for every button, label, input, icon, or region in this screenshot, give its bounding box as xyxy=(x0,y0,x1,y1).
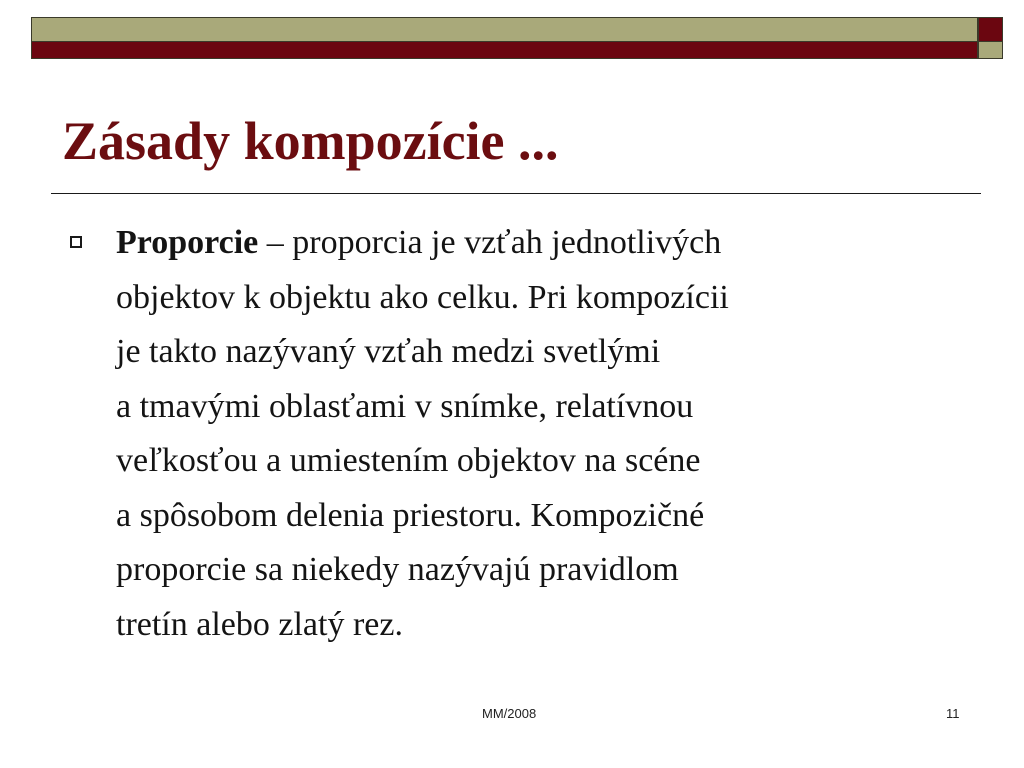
header-olive-square xyxy=(978,42,1003,59)
slide-title: Zásady kompozície ... xyxy=(62,111,559,171)
hollow-square-bullet-icon xyxy=(70,236,82,248)
bullet-line-5: veľkosťou a umiestením objektov na scéne xyxy=(116,442,701,479)
slide-number: 11 xyxy=(946,706,960,721)
footer-author-date: MM/2008 xyxy=(482,706,537,721)
bullet-text xyxy=(116,216,956,652)
bullet-term: Proporcie xyxy=(116,224,259,261)
bullet-line-1 xyxy=(116,216,956,271)
header-red-bar xyxy=(31,42,978,59)
bullet-line-2: objektov k objektu ako celku. Pri kompozícii xyxy=(116,278,729,316)
bullet-line-3: je takto nazývaný vzťah medzi svetlými xyxy=(116,333,661,370)
header-red-square xyxy=(978,17,1003,42)
header-olive-bar xyxy=(31,17,978,42)
title-divider xyxy=(51,193,981,194)
bullet-line-text: – proporcia je vzťah jednotlivých xyxy=(258,224,722,261)
bullet-line-8: tretín alebo zlatý rez. xyxy=(116,605,403,643)
bullet-line-4: a tmavými oblasťami v snímke, relatívnou xyxy=(116,387,694,425)
bullet-line-6: a spôsobom delenia priestoru. Kompozičné xyxy=(116,496,705,534)
bullet-line-7: proporcie sa niekedy nazývajú pravidlom xyxy=(116,551,679,588)
